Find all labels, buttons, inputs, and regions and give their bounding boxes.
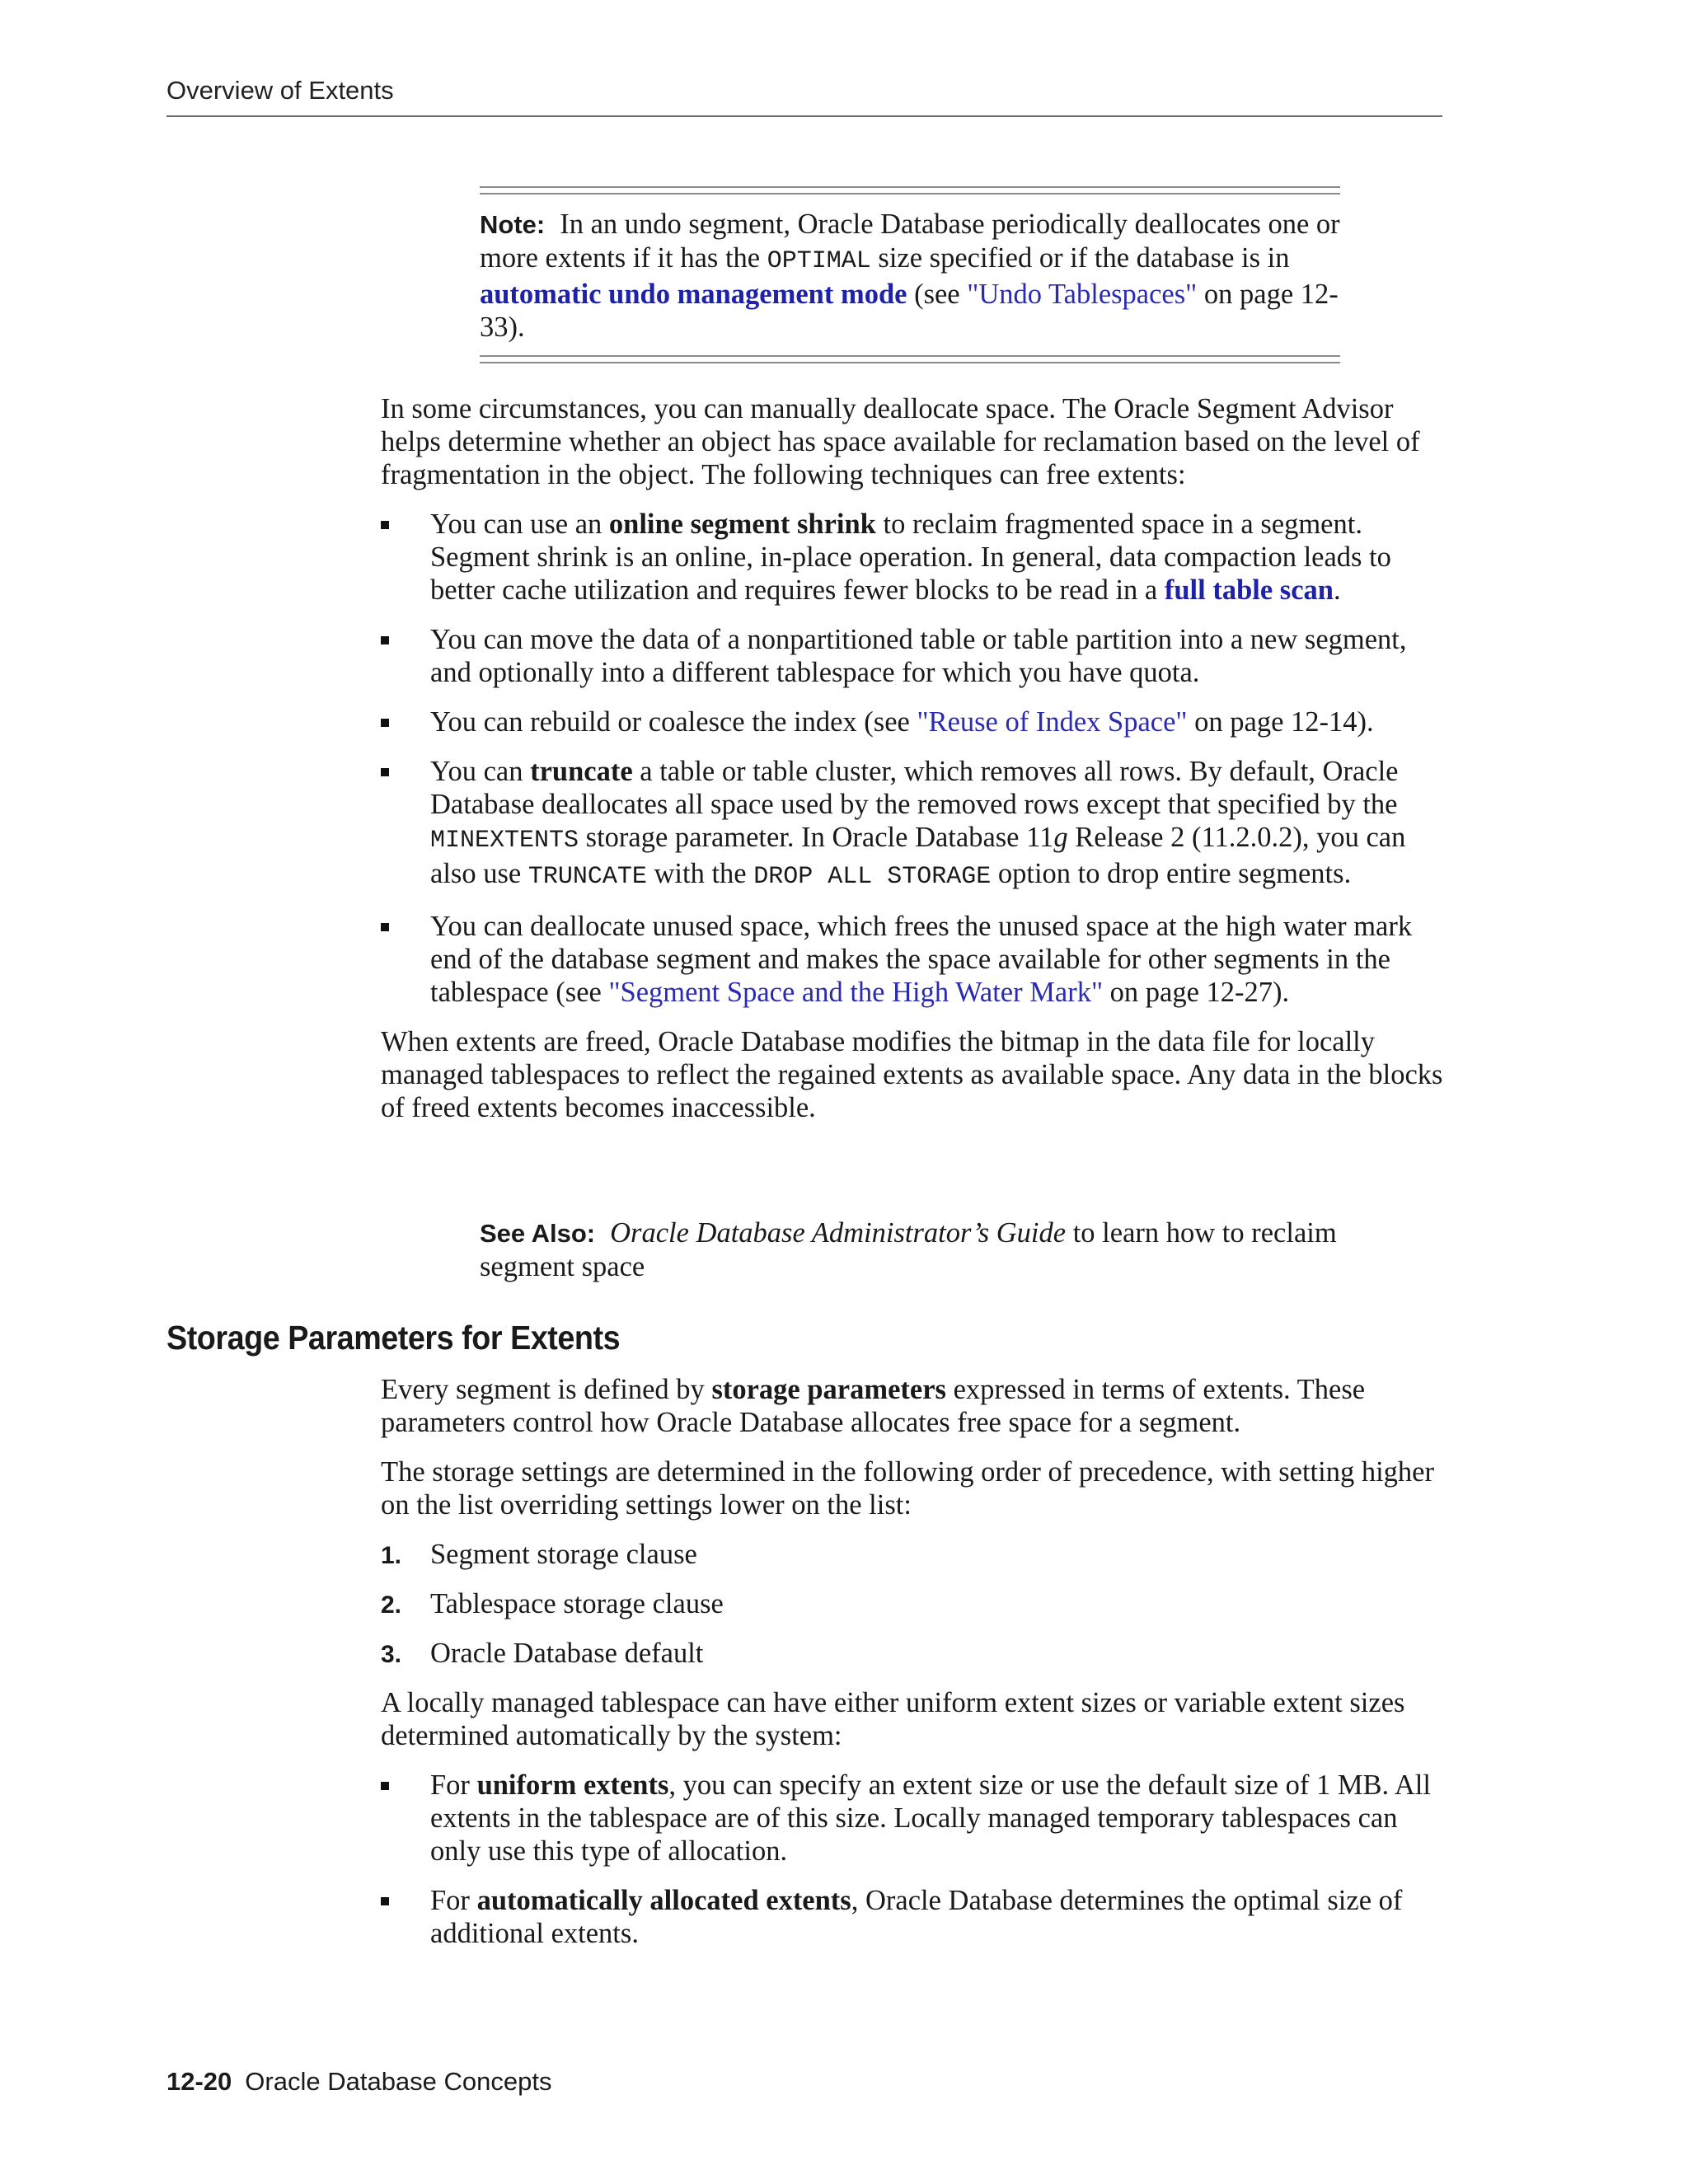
- paragraph-manual-deallocate: In some circumstances, you can manually deallocate space. The Oracle Segment Advisor helps determine whether an object has space available for reclamation based on the level of fragmentation in the object. The following techniques can free extents:: [381, 393, 1420, 490]
- precedence-list: [381, 1538, 1444, 1670]
- body-deallocation: [381, 392, 1444, 1141]
- term-automatically-allocated-extents: automatically allocated extents: [476, 1885, 851, 1916]
- note-box: [480, 186, 1340, 363]
- link-automatic-undo-management-mode[interactable]: automatic undo management mode: [480, 279, 907, 310]
- list-item: [381, 705, 1444, 738]
- list-item: [381, 1884, 1444, 1950]
- see-also-box: [480, 1216, 1353, 1283]
- text: on page 12-14).: [1187, 706, 1374, 738]
- code-drop-all-storage: DROP ALL STORAGE: [753, 863, 992, 891]
- text: You can: [430, 756, 531, 787]
- text: You can move the data of a nonpartitioned table or table partition into a new segment, and optionally into a different tablespace for which you have quota.: [430, 624, 1407, 688]
- page-footer: [166, 2067, 552, 2097]
- code-minextents: MINEXTENTS: [430, 827, 579, 855]
- list-item: [381, 755, 1444, 893]
- bullet-square: [381, 636, 389, 644]
- text: to learn how to reclaim segment space: [480, 1217, 1337, 1282]
- term-storage-parameters: storage parameters: [711, 1374, 946, 1405]
- book-title-footer: Oracle Database Concepts: [245, 2067, 552, 2096]
- text: Every segment is defined by: [381, 1374, 712, 1405]
- step-number: 3.: [381, 1641, 402, 1668]
- term-uniform-extents: uniform extents: [476, 1769, 669, 1801]
- text: , Oracle Database determines the optimal size of additional extents.: [430, 1885, 1403, 1949]
- text: , you can specify an extent size or use the default size of 1 MB. All extents in the tablespace are of this size. Locally managed temporary tablespaces can only use this type of allocation.: [430, 1769, 1431, 1867]
- text-italic: g: [1053, 822, 1068, 853]
- note-text-2: size specified or if the database is in: [870, 242, 1290, 274]
- header-rule: [166, 115, 1442, 117]
- link-full-table-scan[interactable]: full table scan: [1164, 574, 1334, 606]
- step-number: 2.: [381, 1591, 402, 1619]
- link-undo-tablespaces[interactable]: "Undo Tablespaces": [967, 279, 1198, 310]
- text: to reclaim fragmented space in a segment. Segment shrink is an online, in-place operation. In general, data compaction leads to better cache utilization and requires fewer blocks to be read in a: [430, 509, 1391, 606]
- list-item: [381, 910, 1444, 1009]
- note-text-3: (see: [907, 279, 968, 310]
- text: option to drop entire segments.: [991, 858, 1352, 889]
- code-truncate: TRUNCATE: [528, 863, 647, 891]
- bullet-square: [381, 923, 389, 931]
- text: You can deallocate unused space, which frees the unused space at the high water mark end of the database segment and makes the space available for other segments in the tablespace (see: [430, 911, 1413, 1008]
- link-segment-space-high-water-mark[interactable]: "Segment Space and the High Water Mark": [608, 977, 1104, 1008]
- list-item: [381, 1538, 1444, 1571]
- note-top-rule: [480, 186, 1340, 194]
- step-text: Segment storage clause: [430, 1539, 697, 1570]
- body-storage-parameters: [381, 1373, 1444, 1966]
- paragraph-precedence: The storage settings are determined in the following order of precedence, with setting higher on the list overriding settings lower on the list:: [381, 1456, 1434, 1521]
- page-number: 12-20: [166, 2067, 232, 2096]
- note-bottom-rule: [480, 355, 1340, 363]
- note-label: Note:: [480, 210, 546, 239]
- book-title: Oracle Database Administrator’s Guide: [610, 1217, 1067, 1249]
- text: on page 12-27).: [1103, 977, 1290, 1008]
- step-text: Oracle Database default: [430, 1638, 704, 1669]
- list-item: [381, 1637, 1444, 1670]
- section-heading: Storage Parameters for Extents: [166, 1319, 621, 1357]
- text: storage parameter. In Oracle Database 11: [579, 822, 1054, 853]
- bullet-square: [381, 1782, 389, 1790]
- text: For: [430, 1769, 477, 1801]
- extent-type-list: [381, 1769, 1444, 1950]
- term-online-segment-shrink: online segment shrink: [608, 509, 876, 540]
- text: .: [1333, 574, 1341, 606]
- see-also-label: See Also:: [480, 1219, 596, 1248]
- text: expressed in terms of extents. These parameters control how Oracle Database allocates free space for a segment.: [381, 1374, 1366, 1438]
- technique-list: [381, 508, 1444, 1009]
- note-text-1: In an undo segment, Oracle Database periodically deallocates one or more extents if it has the: [480, 209, 1340, 274]
- paragraph-extents-freed: When extents are freed, Oracle Database modifies the bitmap in the data file for locally managed tablespaces to reflect the regained extents as available space. Any data in the blocks of freed extents becomes inaccessible.: [381, 1026, 1443, 1123]
- link-reuse-of-index-space[interactable]: "Reuse of Index Space": [917, 706, 1188, 738]
- bullet-square: [381, 719, 389, 727]
- paragraph-locally-managed: A locally managed tablespace can have either uniform extent sizes or variable extent sizes determined automatically by the system:: [381, 1687, 1405, 1751]
- note-text-4: on page 12-33).: [480, 279, 1339, 343]
- paragraph-storage-parameters: [381, 1373, 1444, 1439]
- text: You can rebuild or coalesce the index (see: [430, 706, 917, 738]
- text: For: [430, 1885, 477, 1916]
- bullet-square: [381, 521, 389, 529]
- code-optimal: OPTIMAL: [767, 247, 871, 275]
- text: Release 2 (11.2.0.2), you can also use: [430, 822, 1406, 889]
- text: with the: [646, 858, 754, 889]
- step-text: Tablespace storage clause: [430, 1588, 724, 1619]
- text: You can use an: [430, 509, 609, 540]
- bullet-square: [381, 1897, 389, 1905]
- bullet-square: [381, 768, 389, 776]
- text: a table or table cluster, which removes all rows. By default, Oracle Database deallocates all space used by the removed rows except that specified by the: [430, 756, 1399, 820]
- running-header: Overview of Extents: [166, 76, 394, 105]
- list-item: [381, 1587, 1444, 1620]
- step-number: 1.: [381, 1542, 402, 1569]
- note-text: [480, 194, 1340, 355]
- list-item: [381, 623, 1444, 689]
- list-item: [381, 1769, 1444, 1868]
- list-item: [381, 508, 1444, 607]
- term-truncate: truncate: [530, 756, 633, 787]
